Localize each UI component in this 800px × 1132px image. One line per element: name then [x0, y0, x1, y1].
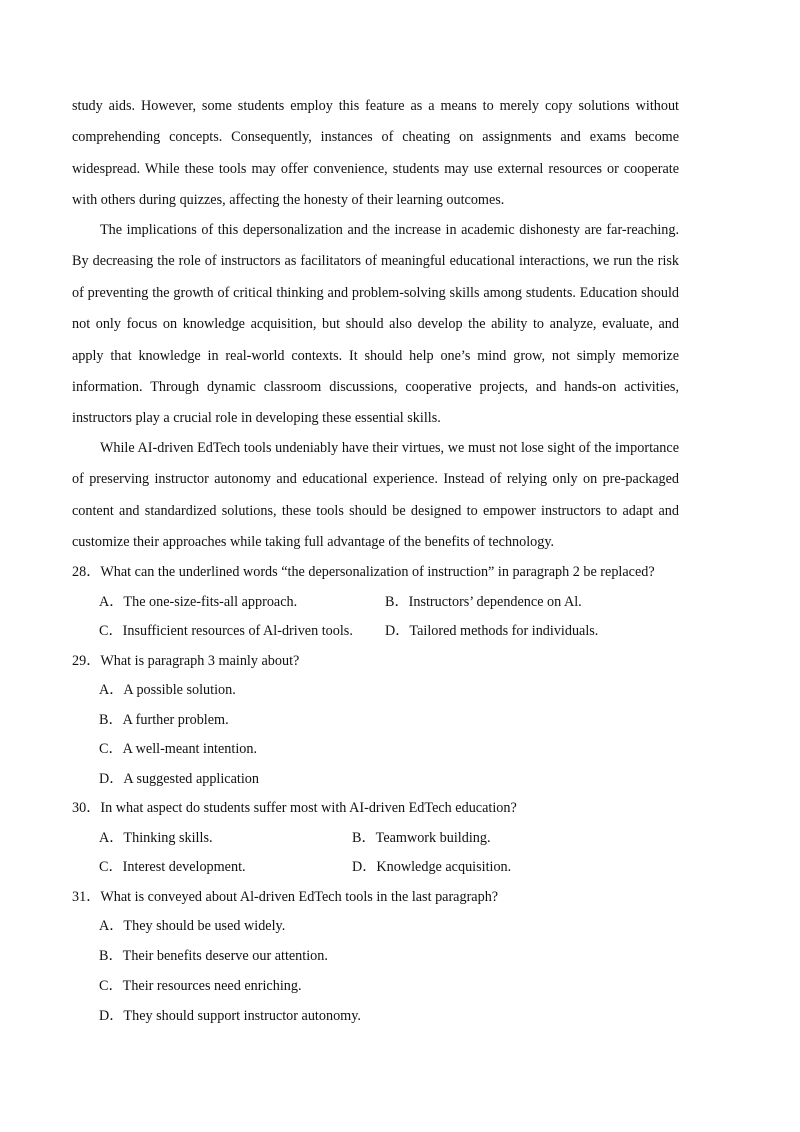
question-28-option-c: C．Insufficient resources of Al-driven tools. [99, 623, 353, 639]
passage-paragraph-1: study aids. However, some students employ this feature as a means to merely copy solutions without comprehending concepts. Consequently, instances of cheating on assignments and exams become widespread. While these tools may offer convenience, students may use external resources or cooperate with others during quizzes, affecting the honesty of their learning outcomes. [72, 98, 679, 209]
question-30-option-a: A．Thinking skills. [99, 830, 213, 846]
passage-paragraph-3: While AI-driven EdTech tools undeniably have their virtues, we must not lose sight of the importance of preserving instructor autonomy and educational experience. Instead of relying only on pre-packaged content and standardized solutions, these tools should be designed to empower instructors to adapt and customize their approaches while taking full advantage of the benefits of technology. [72, 440, 679, 551]
passage-paragraph-2: The implications of this depersonalization and the increase in academic dishonesty are far-reaching. By decreasing the role of instructors as facilitators of meaningful educational interactions, we run the risk of preventing the growth of critical thinking and problem-solving skills among students. Education should not only focus on knowledge acquisition, but should also develop the ability to analyze, evaluate, and apply that knowledge in real-world contexts. It should help one’s mind grow, not simply memorize information. Through dynamic classroom discussions, cooperative projects, and hands-on activities, instructors play a crucial role in developing these essential skills. [72, 222, 679, 427]
question-28-option-d: D．Tailored methods for individuals. [385, 623, 599, 639]
question-31-option-c: C．Their resources need enriching. [99, 978, 302, 994]
question-30-option-b: B．Teamwork building. [352, 830, 491, 846]
question-28-stem: 28．What can the underlined words “the depersonalization of instruction” in paragraph 2 be replaced? [72, 564, 655, 580]
question-28-option-a: A．The one-size-fits-all approach. [99, 594, 298, 610]
question-29-option-c: C．A well-meant intention. [99, 741, 258, 757]
question-29-option-d: D．A suggested application [99, 771, 259, 787]
question-30-option-c: C．Interest development. [99, 859, 246, 875]
question-30-option-d: D．Knowledge acquisition. [352, 859, 512, 875]
question-31-option-b: B．Their benefits deserve our attention. [99, 948, 328, 964]
question-31-stem: 31．What is conveyed about Al-driven EdTech tools in the last paragraph? [72, 889, 499, 905]
question-29-option-a: A．A possible solution. [99, 682, 236, 698]
question-31-option-d: D．They should support instructor autonomy. [99, 1008, 361, 1024]
question-29-stem: 29．What is paragraph 3 mainly about? [72, 653, 300, 669]
question-30-stem: 30．In what aspect do students suffer most with AI-driven EdTech education? [72, 800, 517, 816]
question-28-option-b: B．Instructors’ dependence on Al. [385, 594, 582, 610]
question-29-option-b: B．A further problem. [99, 712, 229, 728]
question-31-option-a: A．They should be used widely. [99, 918, 286, 934]
